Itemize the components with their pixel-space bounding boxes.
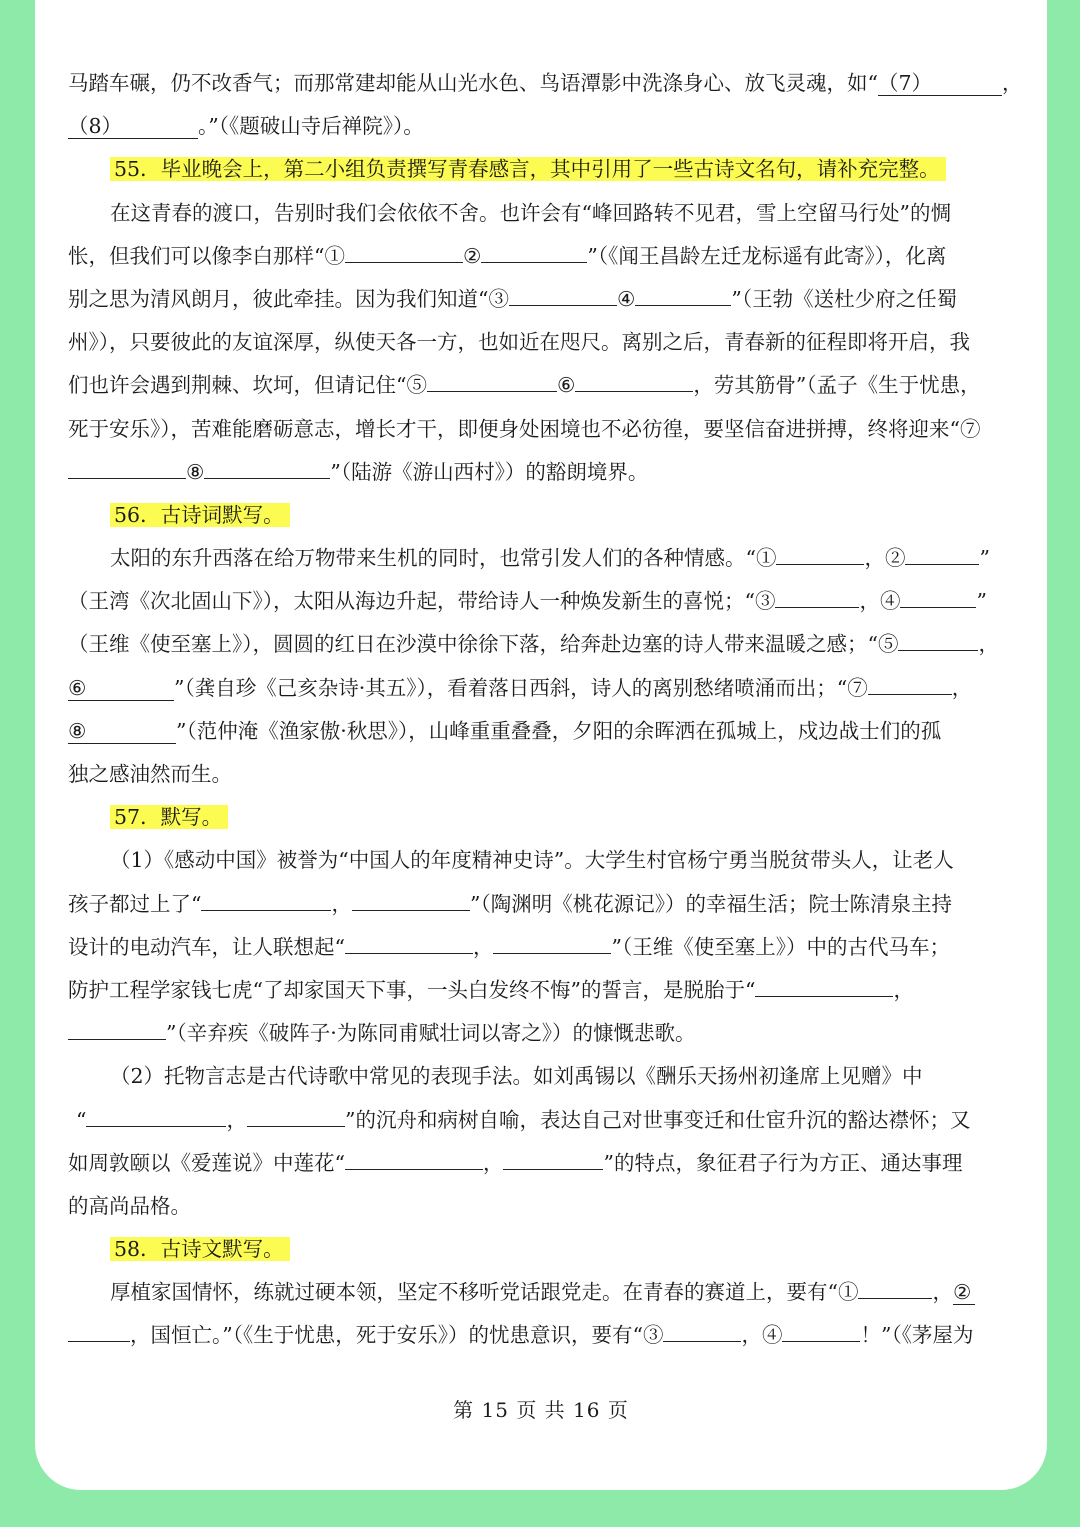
answer-blank-4[interactable] xyxy=(900,582,976,608)
answer-blank-2[interactable] xyxy=(905,539,979,565)
answer-blank[interactable] xyxy=(345,928,473,954)
text-line: （2）托物言志是古代诗歌中常见的表现手法。如刘禹锡以《酬乐天扬州初逢席上见赠》中 xyxy=(110,1064,923,1089)
answer-blank[interactable] xyxy=(201,885,331,911)
answer-blank-6[interactable] xyxy=(575,366,693,392)
text-line: 如周敦颐以《爱莲说》中莲花“ ， ”的特点，象征君子行为方正、通达事理 xyxy=(68,1142,1017,1185)
answer-blank[interactable] xyxy=(755,971,893,997)
text-line: ⑧ ”（范仲淹《渔家傲·秋思》），山峰重重叠叠，夕阳的余晖洒在孤城上，戍边战士们的孤 xyxy=(68,718,942,743)
answer-blank[interactable] xyxy=(345,1144,483,1170)
text-line: ，国恒亡。”（《生于忧患，死于安乐》）的忧患意识，要有“③ ，④ ！”（《茅屋为 xyxy=(68,1314,1017,1357)
answer-blank-3[interactable] xyxy=(775,582,859,608)
text-line: 厚植家国情怀，练就过硬本领，坚定不移听党话跟党走。在青春的赛道上，要有“① ，② xyxy=(68,1271,1017,1314)
answer-blank[interactable] xyxy=(503,1144,603,1170)
answer-blank-1[interactable] xyxy=(776,539,864,565)
text-line: ⑥ ”（龚自珍《己亥杂诗·其五》），看着落日西斜，诗人的离别愁绪喷涌而出；“⑦ ， xyxy=(68,667,1017,710)
answer-blank[interactable] xyxy=(247,1101,345,1127)
question-heading-55: 55．毕业晚会上，第二小组负责撰写青春感言，其中引用了一些古诗文名句，请补充完整。 xyxy=(68,148,1017,191)
text-line: 太阳的东升西落在给万物带来生机的同时，也常引发人们的各种情感。“① ，② ” xyxy=(68,537,1017,580)
text-line: 死于安乐》），苦难能磨砺意志，增长才干，即便身处困境也不必彷徨，要坚信奋进拼搏，终将迎来“⑦ xyxy=(68,416,981,441)
answer-blank-2[interactable] xyxy=(68,1316,130,1342)
text-line: 怅，但我们可以像李白那样“① ② ”（《闻王昌龄左迁龙标遥有此寄》），化离 xyxy=(68,235,1017,278)
answer-blank[interactable] xyxy=(352,885,470,911)
answer-blank-5[interactable] xyxy=(898,625,978,651)
answer-blank-2[interactable] xyxy=(481,237,587,263)
answer-blank-7[interactable] xyxy=(868,669,952,695)
answer-blank-6[interactable]: ⑥ xyxy=(68,675,174,701)
question-heading-58: 58．古诗文默写。 xyxy=(68,1228,1017,1271)
text-line: 马踏车碾，仍不改香气；而那常建却能从山光水色、鸟语潭影中洗涤身心、放飞灵魂，如“（7） ， xyxy=(68,71,1023,95)
text-line: “ ， ”的沉舟和病树自喻，表达自己对世事变迁和仕宦升沉的豁达襟怀；又 xyxy=(68,1099,1017,1142)
text-line: 防护工程学家钱七虎“了却家国天下事，一头白发终不悔”的誓言，是脱胎于“ ， xyxy=(68,969,1017,1012)
answer-blank-4[interactable] xyxy=(782,1316,860,1342)
answer-blank-5[interactable] xyxy=(427,366,557,392)
text-line: 孩子都过上了“ ， ”（陶渊明《桃花源记》）的幸福生活；院士陈清泉主持 xyxy=(68,883,1017,926)
text-line: ⑧ ”（陆游《游山西村》）的豁朗境界。 xyxy=(68,451,1017,494)
text-line: 州》），只要彼此的友谊深厚，纵使天各一方，也如近在咫尺。离别之后，青春新的征程即将开启，我 xyxy=(68,330,970,355)
question-heading-57: 57．默写。 xyxy=(68,796,1017,839)
answer-blank[interactable] xyxy=(68,1014,166,1040)
answer-blank-8[interactable] xyxy=(204,453,330,479)
text-line: （1）《感动中国》被誉为“中国人的年度精神史诗”。大学生村官杨宁勇当脱贫带头人，让老人 xyxy=(110,848,954,873)
text-line: 的高尚品格。 xyxy=(68,1193,191,1218)
answer-blank-1[interactable] xyxy=(858,1273,932,1299)
text-line: 独之感油然而生。 xyxy=(68,762,232,786)
answer-blank-2[interactable]: ② xyxy=(953,1279,975,1305)
answer-blank-3[interactable] xyxy=(663,1316,741,1342)
text-line: 在这青春的渡口，告别时我们会依依不舍。也许会有“峰回路转不见君，雪上空留马行处”的惆 xyxy=(110,200,951,225)
answer-blank-3[interactable] xyxy=(509,280,617,306)
text-line: 们也许会遇到荆棘、坎坷，但请记住“⑤ ⑥ ，劳其筋骨”（孟子《生于忧患， xyxy=(68,364,1017,407)
text-line: 别之思为清风朗月，彼此牵挂。因为我们知道“③ ④ ”（王勃《送杜少府之任蜀 xyxy=(68,278,1017,321)
page-number: 第 15 页 共 16 页 xyxy=(453,1398,629,1422)
answer-blank-7[interactable] xyxy=(68,453,186,479)
answer-blank-8[interactable]: ⑧ xyxy=(68,718,176,744)
answer-blank-7[interactable]: （7） xyxy=(878,70,1002,96)
answer-blank[interactable] xyxy=(493,928,611,954)
answer-blank[interactable] xyxy=(86,1101,226,1127)
text-line: （王维《使至塞上》），圆圆的红日在沙漠中徐徐下落，给奔赴边塞的诗人带来温暖之感；“⑤ ， xyxy=(68,623,1017,666)
exercise-document xyxy=(68,62,1023,1358)
question-heading-56: 56．古诗词默写。 xyxy=(68,494,1017,537)
answer-blank-1[interactable] xyxy=(345,237,463,263)
answer-blank-8[interactable]: （8） xyxy=(68,113,198,139)
text-line: （8） 。”（《题破山寺后禅院》）。 xyxy=(68,114,424,139)
text-line: 设计的电动汽车，让人联想起“ ， ”（王维《使至塞上》）中的古代马车； xyxy=(68,926,1017,969)
text-line: （王湾《次北固山下》），太阳从海边升起，带给诗人一种焕发新生的喜悦；“③ ，④ ” xyxy=(68,580,1017,623)
answer-blank-4[interactable] xyxy=(635,280,731,306)
paper-page xyxy=(35,0,1047,1490)
text-line: ”（辛弃疾《破阵子·为陈同甫赋壮词以寄之》）的慷慨悲歌。 xyxy=(68,1012,1017,1055)
